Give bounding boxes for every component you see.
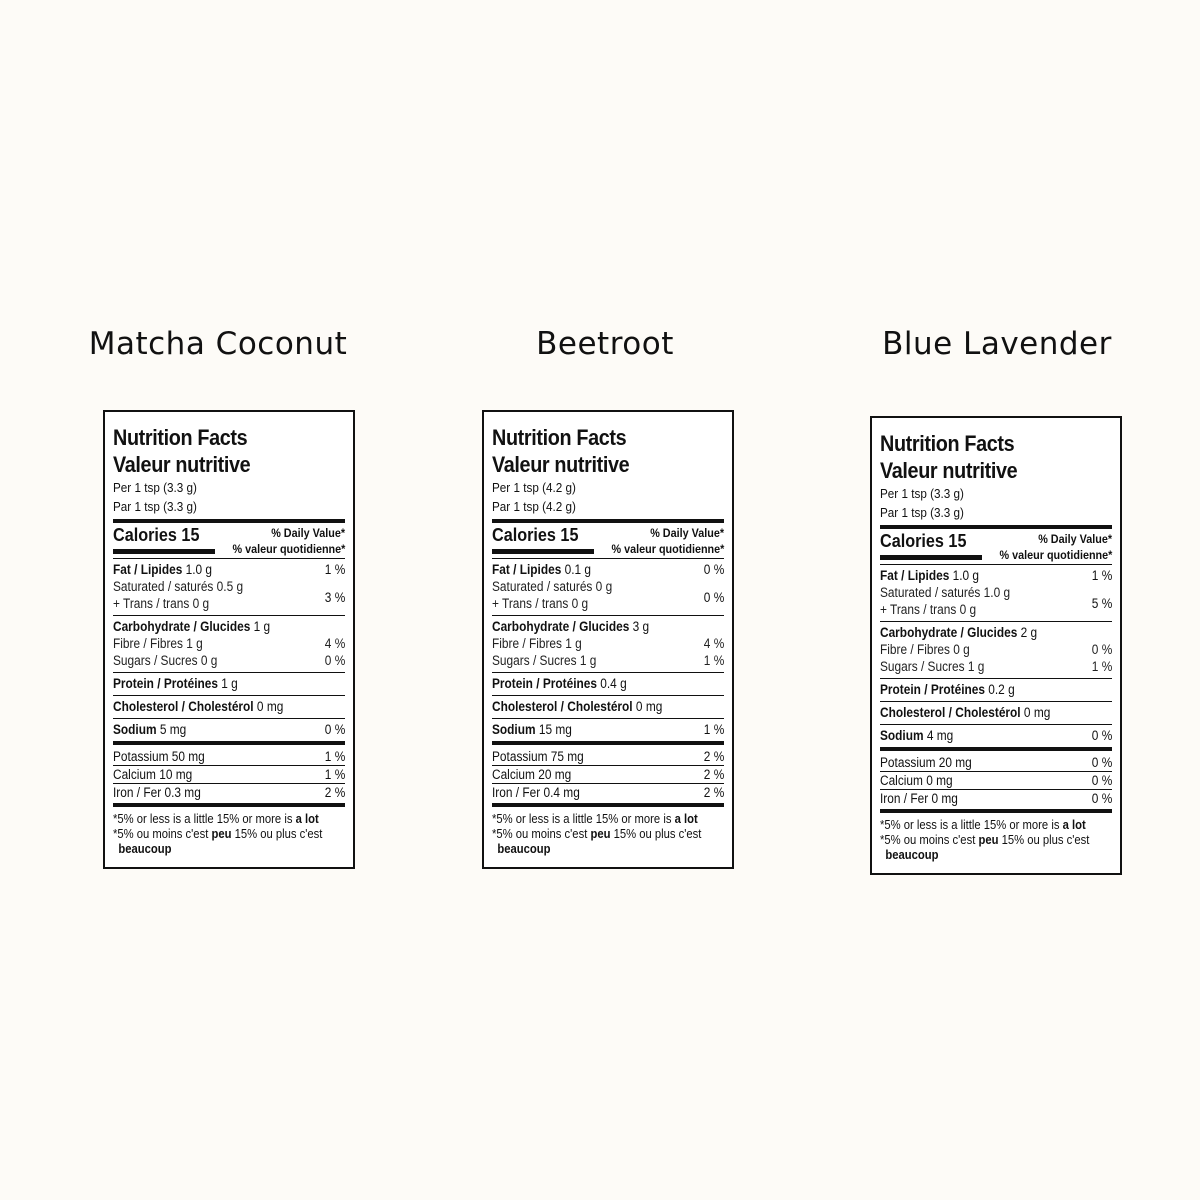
iron-row: Iron / Fer 0 mg 0 % (880, 791, 1112, 806)
calories: Calories 15 (492, 525, 579, 545)
protein-value: 1 g (217, 676, 238, 691)
divider (880, 747, 1112, 751)
fibre-row: Fibre / Fibres 1 g 4 % (492, 636, 724, 651)
calories-bar (492, 549, 594, 554)
footnote-fr-end: beaucoup (118, 842, 172, 856)
divider (880, 809, 1112, 813)
calories-bar (880, 555, 982, 560)
footnote-fr: *5% ou moins c'est peu 15% ou plus c'est (113, 827, 323, 841)
protein-label: Protein / Protéines (492, 676, 597, 691)
calories-row (492, 523, 724, 558)
cholesterol-label: Cholesterol / Cholestérol (492, 699, 633, 714)
protein-row (880, 679, 1112, 701)
daily-value-en: % Daily Value* (650, 526, 724, 540)
fat-group (113, 559, 345, 615)
sugars-row: Sugars / Sucres 1 g 1 % (880, 659, 1112, 674)
divider (492, 741, 724, 745)
calcium-percent: 2 % (703, 767, 724, 782)
divider (492, 803, 724, 807)
iron-percent: 2 % (324, 785, 345, 800)
sodium-row (492, 719, 724, 741)
sodium-value: 4 mg (923, 728, 954, 743)
daily-value-en: % Daily Value* (1038, 532, 1112, 546)
product-title: Beetroot (536, 326, 674, 362)
divider (113, 741, 345, 745)
potassium-row: Potassium 75 mg 2 % (492, 749, 724, 764)
calcium-percent: 0 % (1091, 773, 1112, 788)
calcium-percent: 1 % (324, 767, 345, 782)
sugars-row: Sugars / Sucres 0 g 0 % (113, 653, 345, 668)
sodium-label: Sodium (113, 722, 157, 737)
carb-row (880, 624, 1112, 641)
sugars-row: Sugars / Sucres 1 g 1 % (492, 653, 724, 668)
sodium-row (880, 725, 1112, 747)
fibre-row: Fibre / Fibres 0 g 0 % (880, 642, 1112, 657)
iron-row: Iron / Fer 0.3 mg 2 % (113, 785, 345, 800)
serving-fr: Par 1 tsp (4.2 g) (492, 499, 576, 514)
protein-value: 0.2 g (984, 682, 1015, 697)
carb-value: 2 g (1017, 625, 1038, 640)
title-en: Nutrition Facts (880, 431, 1015, 456)
iron-percent: 0 % (1091, 791, 1112, 806)
serving-fr: Par 1 tsp (3.3 g) (880, 505, 964, 520)
cholesterol-value: 0 mg (1020, 705, 1051, 720)
sodium-percent: 1 % (703, 722, 724, 737)
saturated-row: Saturated / saturés 0 g (492, 579, 613, 594)
fat-percent: 1 % (324, 562, 345, 577)
nutrition-label-beetroot (482, 410, 734, 869)
cholesterol-row (113, 696, 345, 718)
protein-label: Protein / Protéines (113, 676, 218, 691)
fat-value: 1.0 g (182, 562, 213, 577)
title-en: Nutrition Facts (492, 425, 627, 450)
sodium-value: 5 mg (156, 722, 187, 737)
serving-en: Per 1 tsp (4.2 g) (492, 480, 576, 495)
saturated-percent: 0 % (703, 590, 724, 605)
fat-row (492, 561, 724, 578)
footnote-fr-end: beaucoup (885, 848, 939, 862)
footnote-en: *5% or less is a little 15% or more is a lot (492, 812, 698, 826)
fat-group (492, 559, 724, 615)
sodium-value: 15 mg (535, 722, 572, 737)
saturated-percent: 3 % (324, 590, 345, 605)
saturated-row: Saturated / saturés 1.0 g (880, 585, 1011, 600)
sodium-label: Sodium (880, 728, 924, 743)
footnote-fr: *5% ou moins c'est peu 15% ou plus c'est (492, 827, 702, 841)
calories: Calories 15 (880, 531, 967, 551)
trans-row: + Trans / trans 0 g (492, 596, 589, 611)
sugars-percent: 1 % (703, 653, 724, 668)
title-fr: Valeur nutritive (113, 452, 251, 477)
daily-value-en: % Daily Value* (271, 526, 345, 540)
serving-en: Per 1 tsp (3.3 g) (113, 480, 197, 495)
protein-row (113, 673, 345, 695)
cholesterol-value: 0 mg (632, 699, 663, 714)
carb-value: 1 g (250, 619, 271, 634)
fibre-percent: 4 % (703, 636, 724, 651)
footnote-en: *5% or less is a little 15% or more is a lot (880, 818, 1086, 832)
potassium-percent: 2 % (703, 749, 724, 764)
calories-row (880, 529, 1112, 564)
carb-group (880, 622, 1112, 678)
sugars-percent: 0 % (324, 653, 345, 668)
daily-value-fr: % valeur quotidienne* (999, 548, 1112, 562)
protein-value: 0.4 g (596, 676, 627, 691)
protein-label: Protein / Protéines (880, 682, 985, 697)
title-en: Nutrition Facts (113, 425, 248, 450)
sodium-percent: 0 % (1091, 728, 1112, 743)
iron-row: Iron / Fer 0.4 mg 2 % (492, 785, 724, 800)
cholesterol-value: 0 mg (253, 699, 284, 714)
calcium-row: Calcium 10 mg 1 % (113, 767, 345, 782)
potassium-row: Potassium 20 mg 0 % (880, 755, 1112, 770)
potassium-percent: 1 % (324, 749, 345, 764)
product-matcha-coconut (28, 324, 408, 364)
serving-fr: Par 1 tsp (3.3 g) (113, 499, 197, 514)
calories-row (113, 523, 345, 558)
sodium-percent: 0 % (324, 722, 345, 737)
saturated-percent: 5 % (1091, 596, 1112, 611)
trans-row: + Trans / trans 0 g (113, 596, 210, 611)
product-title: Blue Lavender (882, 326, 1112, 362)
iron-percent: 2 % (703, 785, 724, 800)
daily-value-fr: % valeur quotidienne* (611, 542, 724, 556)
fat-row (880, 567, 1112, 584)
footnote-fr: *5% ou moins c'est peu 15% ou plus c'est (880, 833, 1090, 847)
potassium-row: Potassium 50 mg 1 % (113, 749, 345, 764)
saturated-row: Saturated / saturés 0.5 g (113, 579, 244, 594)
trans-row: + Trans / trans 0 g (880, 602, 977, 617)
fat-label: Fat / Lipides (113, 562, 183, 577)
fat-row (113, 561, 345, 578)
carb-group (492, 616, 724, 672)
title-fr: Valeur nutritive (880, 458, 1018, 483)
fat-percent: 0 % (703, 562, 724, 577)
product-title: Matcha Coconut (88, 326, 348, 362)
calories: Calories 15 (113, 525, 200, 545)
carb-group (113, 616, 345, 672)
sodium-row (113, 719, 345, 741)
fat-label: Fat / Lipides (880, 568, 950, 583)
cholesterol-row (880, 702, 1112, 724)
nutrition-label-matcha-coconut (103, 410, 355, 869)
divider (113, 803, 345, 807)
product-blue-lavender (807, 324, 1187, 364)
daily-value-fr: % valeur quotidienne* (232, 542, 345, 556)
fat-value: 0.1 g (561, 562, 592, 577)
carb-row (492, 618, 724, 635)
product-beetroot (415, 324, 795, 364)
fibre-percent: 4 % (324, 636, 345, 651)
title-fr: Valeur nutritive (492, 452, 630, 477)
fat-percent: 1 % (1091, 568, 1112, 583)
serving-en: Per 1 tsp (3.3 g) (880, 486, 964, 501)
nutrition-label-blue-lavender (870, 416, 1122, 875)
carb-label: Carbohydrate / Glucides (880, 625, 1018, 640)
fat-group (880, 565, 1112, 621)
sugars-percent: 1 % (1091, 659, 1112, 674)
calories-bar (113, 549, 215, 554)
footnote-fr-end: beaucoup (497, 842, 551, 856)
protein-row (492, 673, 724, 695)
calcium-row: Calcium 0 mg 0 % (880, 773, 1112, 788)
cholesterol-row (492, 696, 724, 718)
sodium-label: Sodium (492, 722, 536, 737)
fibre-row: Fibre / Fibres 1 g 4 % (113, 636, 345, 651)
footnote-en: *5% or less is a little 15% or more is a lot (113, 812, 319, 826)
carb-row (113, 618, 345, 635)
fat-label: Fat / Lipides (492, 562, 562, 577)
cholesterol-label: Cholesterol / Cholestérol (880, 705, 1021, 720)
fibre-percent: 0 % (1091, 642, 1112, 657)
cholesterol-label: Cholesterol / Cholestérol (113, 699, 254, 714)
carb-value: 3 g (629, 619, 650, 634)
fat-value: 1.0 g (949, 568, 980, 583)
potassium-percent: 0 % (1091, 755, 1112, 770)
carb-label: Carbohydrate / Glucides (113, 619, 251, 634)
carb-label: Carbohydrate / Glucides (492, 619, 630, 634)
calcium-row: Calcium 20 mg 2 % (492, 767, 724, 782)
